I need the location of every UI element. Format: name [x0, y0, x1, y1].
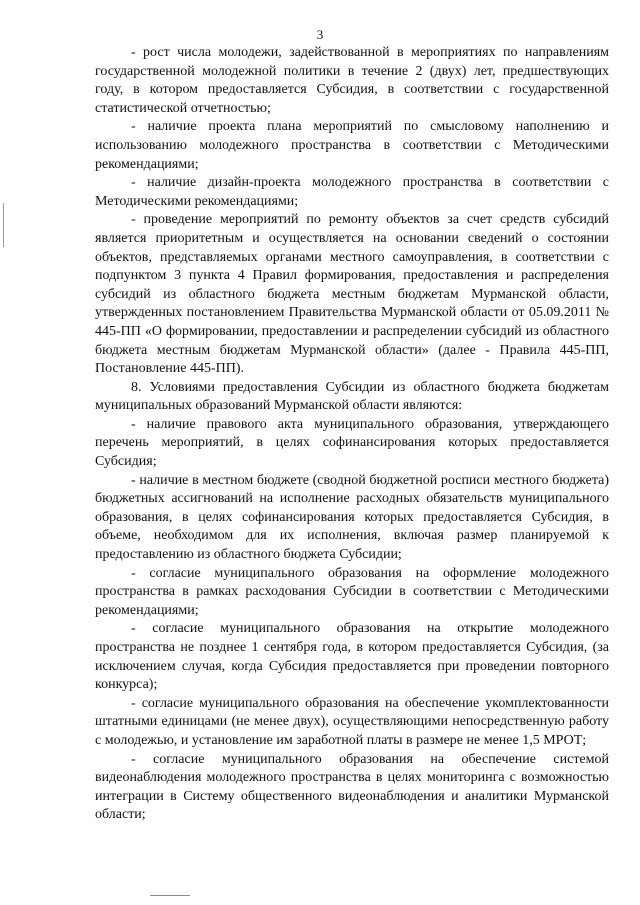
paragraph-consent-design: - согласие муниципального образования на оформление молодежного пространства в рамках расходования Субсидии в соответствии с Методическими рекомендациями;	[95, 565, 609, 618]
paragraph-consent-video: - согласие муниципального образования на обеспечение системой видеонаблюдения молодежного пространства в целях мониторинга с возможностью интеграции в Систему общественного видеонаблюдения и аналитики Мурманской области;	[95, 751, 609, 823]
paragraph-activity-plan: - наличие проекта плана мероприятий по смысловому наполнению и использованию молодежного пространства в соответствии с Методическими рекомендациями;	[95, 119, 609, 172]
paragraph-budget-allocations: - наличие в местном бюджете (сводной бюджетной росписи местного бюджета) бюджетных ассигнований на исполнение расходных обязательств муниципального образования, в целях софинансирования которых предоставляется Субсидия, в объеме, необходимом для их исполнения, включая размер планируемой к предоставлению из областного бюджета Субсидии;	[95, 472, 609, 563]
paragraph-section-8: 8. Условиями предоставления Субсидии из областного бюджета бюджетам муниципальных образований Мурманской области являются:	[95, 379, 609, 414]
paragraph-youth-growth: - рост числа молодежи, задействованной в мероприятиях по направлениям государственной молодежной политики в течение 2 (двух) лет, предшествующих году, в котором предоставляется Субсидия, в соответствии с государственной статистической отчетностью;	[95, 45, 609, 116]
paragraph-consent-opening: - согласие муниципального образования на открытие молодежного пространства не позднее 1 сентября года, в котором предоставляется Субсидия, (за исключением случая, когда Субсидия предоставляется при проведении повторного конкурса);	[95, 621, 609, 693]
document-body	[95, 44, 609, 825]
page-number: 3	[316, 27, 324, 42]
paragraph-legal-act: - наличие правового акта муниципального образования, утверждающего перечень мероприятий, в целях софинансирования которых предоставляется Субсидия;	[95, 416, 609, 470]
margin-mark	[3, 203, 4, 247]
paragraph-consent-staffing: - согласие муниципального образования на обеспечение укомплектованности штатными единицами (не менее двух), осуществляющими непосредственную работу с молодежью, и установление им заработной платы в размере не менее 1,5 МРОТ;	[95, 695, 609, 748]
footer-line	[150, 895, 190, 896]
paragraph-design-project: - наличие дизайн-проекта молодежного пространства в соответствии с Методическими рекомендациями;	[95, 175, 609, 209]
paragraph-repair-priority: - проведение мероприятий по ремонту объектов за счет средств субсидий является приоритетным и осуществляется на основании сведений о состоянии объектов, представляемых органами местного самоуправления, в соответствии с подпунктом 3 пункта 4 Правил формирования, предоставления и распределения субсидий из областного бюджета местным бюджетам Мурманской области, утвержденных постановлением Правительства Мурманской области от 05.09.2011 № 445-ПП «О формировании, предоставлении и распределении субсидий из областного бюджета местным бюджетам Мурманской области» (далее - Правила 445-ПП, Постановление 445-ПП).	[95, 212, 609, 377]
